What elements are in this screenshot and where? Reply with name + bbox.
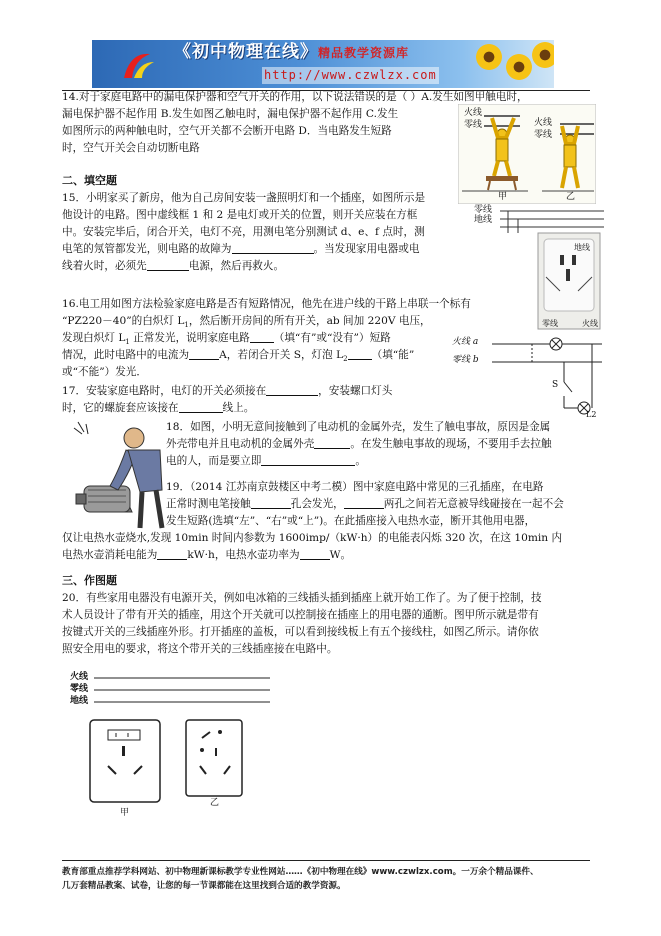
q20-switched-socket-figure[interactable] (70, 670, 290, 830)
question-19-first (166, 479, 564, 530)
q15-line: 电笔的氖管都发光，则电路的故障为 。当发现家用电器或电 (62, 243, 420, 255)
answer-blank[interactable] (266, 383, 318, 396)
footer-line: 教育部重点推荐学科网站、初中物理新课标教学专业性网站……《初中物理在线》www.czwlzx.com。一万余个精品课件、 (62, 867, 539, 877)
test-lamp-circuit-illustration (452, 336, 602, 420)
q16-line: “PZ220－40”的白炽灯 $L_1$，然后断开房间的所有开关，ab 间加 220V 电压， (62, 315, 431, 330)
sunflower-icon (506, 54, 532, 80)
q16-line: 16.电工用如图方法检验家庭电路是否有短路情况，他先在进户线的干路上串联一个标有 (62, 298, 471, 310)
q20-fig-neutral-label: 零线 (70, 684, 89, 694)
q20-fig-live-label: 火线 (70, 672, 89, 682)
q16-line: 发现白炽灯 $L_1$ 正常发光，说明家庭电路 （填“有”或“没有”）短路 (62, 332, 391, 347)
answer-blank[interactable] (232, 241, 314, 254)
q20-line: 术人员设计了带有开关的插座，用这个开关就可以控制接在插座上的用电器的通断。图甲所示就是带有 (62, 609, 539, 621)
question-17 (62, 383, 392, 417)
motor-shock-illustration (70, 420, 170, 530)
switched-socket-illustration (70, 670, 290, 830)
q15-socket-neutral-label: 零线 (542, 319, 558, 328)
answer-blank[interactable] (179, 400, 223, 413)
answer-blank[interactable] (261, 453, 355, 466)
question-15 (62, 190, 425, 275)
page-footer (62, 865, 602, 893)
q20-fig-caption-a: 甲 (120, 808, 130, 818)
site-subtitle: 精品教学资源库 (318, 46, 410, 60)
answer-blank[interactable] (344, 496, 384, 509)
site-title: 《初中物理在线》精品教学资源库 (174, 42, 410, 62)
q14-line: 14.对于家庭电路中的漏电保护器和空气开关的作用，以下说法错误的是（ ）A.发生如图甲触电时， (62, 91, 528, 103)
question-16 (62, 296, 471, 381)
q16-fig-live-label: 火线 a (452, 337, 479, 347)
question-18 (166, 419, 552, 470)
q19-line: 正常时测电笔接触 孔会发光， 两孔之间若无意被导线碰接在一起不会 (166, 498, 564, 510)
answer-blank[interactable] (147, 258, 189, 271)
answer-blank[interactable] (189, 347, 219, 360)
q14-fig-live-label-a: 火线 (464, 108, 483, 118)
q18-line: 外壳带电并且电动机的金属外壳 。在发生触电事故的现场，不要用手去拉触 (166, 438, 552, 450)
sunflower-icon (476, 44, 502, 70)
answer-blank[interactable] (300, 547, 330, 560)
answer-blank[interactable] (348, 347, 372, 360)
q16-line: 或“不能”）发光． (62, 366, 147, 378)
q16-fig-neutral-label: 零线 b (452, 355, 479, 365)
q19-line: 发生短路(选填“左”、“右”或“上”)。在此插座接入电热水壶，断开其他用电器， (166, 515, 536, 527)
site-url[interactable]: http://www.czwlzx.com (264, 68, 437, 82)
answer-blank[interactable] (157, 547, 187, 560)
q14-fig-neutral-label-b: 零线 (534, 130, 553, 140)
q15-socket-live-label: 火线 (582, 319, 598, 328)
q14-fig-caption-b: 乙 (566, 192, 576, 202)
q14-line: 如图所示的两种触电时，空气开关都不会断开电路 D．当电路发生短路 (62, 125, 392, 137)
q17-line: 17．安装家庭电路时，电灯的开关必须接在 ，安装螺口灯头 (62, 385, 393, 397)
q15-socket-circuit-figure (474, 203, 604, 335)
q18-line: 18．如图，小明无意间接触到了电动机的金属外壳，发生了触电事故，原因是金属 (166, 421, 551, 433)
q20-line: 照安全用电的要求，将这个带开关的三线插座接在电路中。 (62, 643, 338, 655)
q20-fig-caption-b: 乙 (210, 798, 220, 808)
q14-fig-caption-a: 甲 (498, 192, 508, 202)
q14-line: 时，空气开关会自动切断电路 (62, 142, 200, 154)
q15-line: 线着火时，必须先 电源，然后再救火。 (62, 260, 285, 272)
question-19-rest (62, 530, 562, 564)
q16-short-circuit-test-figure (452, 336, 602, 420)
q19-line: 电热水壶消耗电能为 kW·h，电热水壶功率为 W。 (62, 549, 352, 561)
sunflower-icon (532, 42, 554, 68)
q15-line: 他设计的电路。图中虚线框 1 和 2 是电灯或开关的位置，则开关应装在方框 (62, 209, 418, 221)
q14-fig-neutral-label-a: 零线 (464, 120, 483, 130)
section-heading-drawing: 三、作图题 (62, 574, 117, 587)
q17-line: 时，它的螺旋套应该接在 线上。 (62, 402, 255, 414)
q18-motor-shock-figure (70, 420, 170, 530)
footer-line: 几万套精品教案、试卷，让您的每一节课都能在这里找到合适的教学资源。 (62, 881, 346, 891)
footer-rule (62, 860, 590, 861)
q19-line: 仅让电热水壶烧水,发现 10min 时间内参数为 1600imp/（kW·h）的电能表闪烁 320 次，在这 10min 内 (62, 532, 563, 544)
q15-socket-earth-label: 地线 (574, 243, 590, 252)
site-logo-icon (120, 48, 158, 82)
q14-electrocution-figure (458, 104, 596, 204)
q15-line: 15．小明家买了新房，他为自己房间安装一盏照明灯和一个插座，如图所示是 (62, 192, 426, 204)
q14-line: 漏电保护器不起作用 B.发生如图乙触电时，漏电保护器不起作用 C.发生 (62, 108, 399, 120)
q18-line: 电的人，而是要立即 。 (166, 455, 366, 467)
q20-line: 按键式开关的三线插座外形。打开插座的盖板，可以看到接线板上有五个接线柱，如图乙所示。请你依 (62, 626, 539, 638)
electrocution-illustration (458, 104, 596, 204)
q16-fig-lamp2-label: L2 (586, 410, 597, 419)
header-banner (92, 40, 554, 88)
socket-circuit-illustration (474, 203, 604, 335)
q15-fig-earth-label: 地线 (474, 215, 493, 225)
answer-blank[interactable] (314, 436, 350, 449)
answer-blank[interactable] (250, 330, 274, 343)
q20-line: 20．有些家用电器没有电源开关，例如电冰箱的三线插头插到插座上就开始工作了。为了便于控制，技 (62, 592, 542, 604)
q14-fig-live-label-b: 火线 (534, 118, 553, 128)
q20-fig-earth-label: 地线 (70, 696, 89, 706)
q15-fig-neutral-label: 零线 (474, 205, 493, 215)
q19-line: 19．（2014 江苏南京鼓楼区中考二模）图中家庭电路中常见的三孔插座，在电路 (166, 481, 544, 493)
question-20 (62, 590, 542, 658)
answer-blank[interactable] (251, 496, 291, 509)
q15-line: 中。安装完毕后，闭合开关，电灯不亮，用测电笔分别测试 d、e、f 点时，测 (62, 226, 425, 238)
section-heading-fill-in: 二、填空题 (62, 174, 117, 187)
q16-fig-switch-label: S (552, 380, 559, 390)
q16-line: 情况，此时电路中的电流为 A，若闭合开关 S，灯泡 $L_2$ （填“能” (62, 349, 415, 364)
